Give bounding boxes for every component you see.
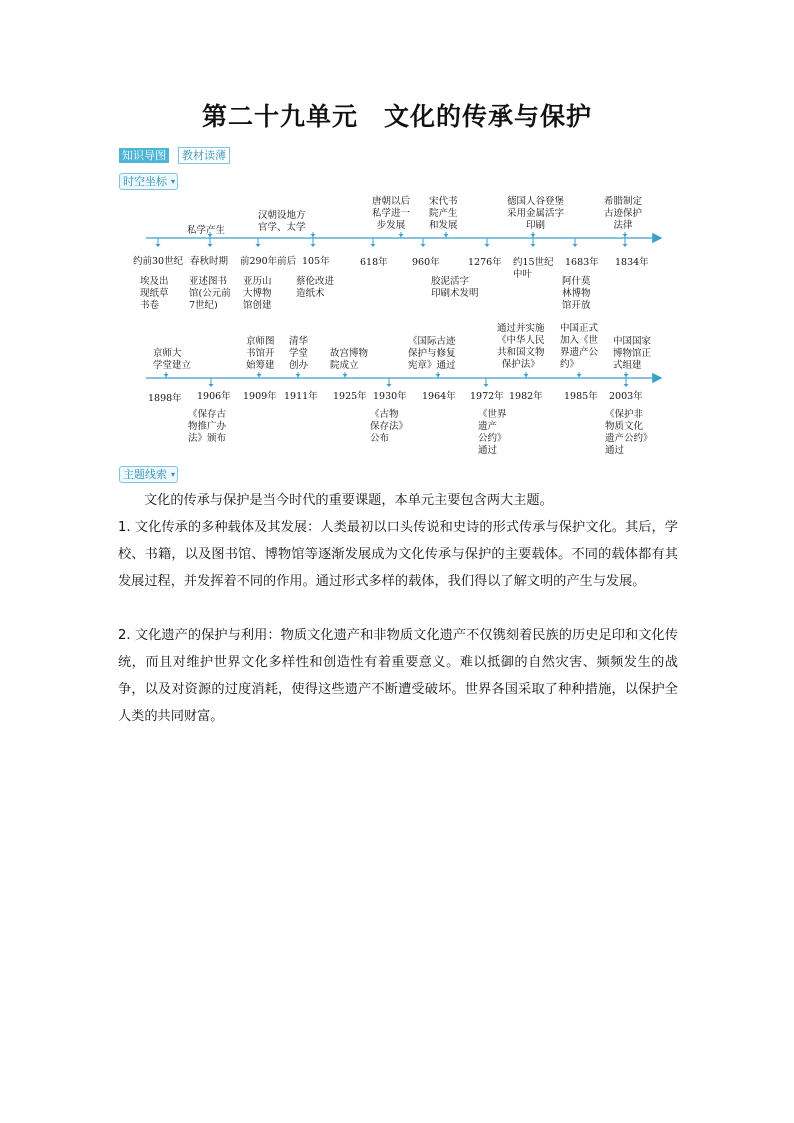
timeline-tick-arrow: [399, 234, 404, 237]
year-label: 1906年: [197, 391, 231, 402]
timeline-tick-arrow: [343, 374, 348, 377]
year-label: 960年: [412, 257, 440, 268]
timeline-tick-arrow: [623, 234, 628, 237]
year-label: 1925年: [333, 391, 367, 402]
event-antiquities-measures: 《保存古 物推广办 法》颁布: [188, 409, 227, 444]
timeline-tick-arrow: [371, 244, 376, 247]
textbook-reading-tag: 教材读薄: [178, 147, 230, 164]
timeline-tick-arrow: [257, 374, 262, 377]
event-movable-type: 胶泥活字 印刷术发明: [431, 276, 479, 299]
event-tang-private-school: 唐朝以后 私学进一 步发展: [372, 196, 411, 231]
event-capital-library: 京师图 书馆开 始筹建: [246, 336, 275, 371]
event-world-heritage-convention: 《世界 遗产 公约》 通过: [478, 409, 507, 456]
timeline-tick-arrow: [573, 244, 578, 247]
event-alexandria-museum: 亚历山 大博物 馆创建: [243, 276, 272, 311]
knowledge-map-tag: 知识导图: [119, 148, 169, 163]
event-national-museum: 中国国家 博物馆正 式组建: [613, 336, 652, 371]
theme-paragraph-2: 2. 文化遗产的保护与利用：物质文化遗产和非物质文化遗产不仅镌刻着民族的历史足印和文化传统，而且对维护世界文化多样性和创造性有着重要意义。难以抵御的自然灾害、频频发生的战争，以及对资源的过度消耗，使得这些遗产不断遭受破坏。世界各国采取了种种措施，以保护全人类的共同财富。: [118, 628, 678, 724]
year-label: 1930年: [373, 391, 407, 402]
timeline-tick-arrow: [484, 384, 489, 387]
event-han-schools: 汉朝设地方 官学、太学: [258, 210, 306, 233]
intro-paragraph: 文化的传承与保护是当今时代的重要课题，本单元主要包含两大主题。: [144, 493, 553, 508]
timeline-tick-arrow: [444, 234, 449, 237]
timeline-tick-arrow: [256, 244, 261, 247]
year-label: 约前30世纪: [133, 256, 184, 267]
timeline-tick-arrow: [208, 244, 213, 247]
event-tsinghua: 清华 学堂 创办: [289, 336, 309, 371]
timeline-tick-arrow: [624, 374, 629, 377]
event-antiquities-law: 《古物 保存法》 公布: [370, 409, 409, 444]
event-intangible-convention: 《保护非 物质文化 遗产公约》 通过: [605, 409, 653, 456]
timeline-tick-arrow: [156, 244, 161, 247]
year-label: 618年: [360, 257, 388, 268]
timeline-section-tag: 时空坐标 ▾: [119, 173, 178, 190]
year-label: 前290年前后: [240, 256, 297, 267]
event-peking-university: 京师大 学堂建立: [153, 348, 192, 371]
year-label: 1834年: [615, 257, 649, 268]
event-papyrus: 埃及出 现纸草 书卷: [140, 276, 169, 311]
year-label: 春秋时期: [190, 256, 229, 267]
timeline-tick-arrow: [311, 234, 316, 237]
timeline-tick-arrow: [387, 384, 392, 387]
year-label: 1909年: [243, 391, 277, 402]
year-label: 1985年: [564, 391, 598, 402]
year-label: 1972年: [470, 391, 504, 402]
event-greece-law: 希腊制定 古迹保护 法律: [604, 196, 643, 231]
timeline-tick-arrow: [164, 374, 169, 377]
event-cultural-relics-law: 通过并实施 《中华人民 共和国文物 保护法》: [497, 323, 545, 370]
event-venice-charter: 《国际古迹 保护与修复 宪章》通过: [408, 336, 456, 371]
year-label: 1911年: [284, 391, 318, 402]
timeline-tick-arrow: [623, 244, 628, 247]
timeline-tick-arrow: [485, 244, 490, 247]
event-cai-lun-paper: 蔡伦改进 造纸术: [296, 276, 335, 299]
event-song-academies: 宋代书 院产生 和发展: [429, 196, 458, 231]
year-label: 1964年: [422, 391, 456, 402]
event-palace-museum: 故宫博物 院成立: [330, 348, 369, 371]
timeline-tick-arrow: [209, 384, 214, 387]
timeline-tick-arrow: [531, 244, 536, 247]
timeline-tick-arrow: [524, 374, 529, 377]
year-label: 1982年: [509, 391, 543, 402]
timeline-tick-arrow: [421, 244, 426, 247]
page-title: 第二十九单元 文化的传承与保护: [201, 102, 592, 131]
timeline-tick-arrow: [311, 244, 316, 247]
year-label: 1898年: [148, 393, 182, 404]
dropdown-arrow-icon: ▾: [170, 470, 175, 479]
theme-paragraph-1: 1. 文化传承的多种载体及其发展：人类最初以口头传说和史诗的形式传承与保护文化。其后，学校、书籍，以及图书馆、博物馆等逐渐发展成为文化传承与保护的主要载体。不同的载体都有其发展过程，并发挥着不同的作用。通过形式多样的载体，我们得以了解文明的产生与发展。: [118, 520, 678, 589]
year-label: 1683年: [565, 257, 599, 268]
year-label: 105年: [302, 256, 330, 267]
theme-section-tag: 主题线索 ▾: [119, 466, 178, 483]
event-assyrian-library: 亚述图书 馆(公元前 7世纪): [189, 276, 231, 311]
event-join-heritage-convention: 中国正式 加入《世 界遗产公 约》: [560, 323, 599, 370]
timeline-tick-arrow: [531, 234, 536, 237]
year-label: 1276年: [468, 257, 502, 268]
event-private-school: 私学产生: [187, 225, 226, 236]
year-label: 2003年: [609, 391, 643, 402]
timeline-tick-arrow: [577, 374, 582, 377]
event-gutenberg: 德国人谷登堡 采用金属活字 印刷: [507, 196, 565, 231]
timeline-tick-arrow: [624, 384, 629, 387]
dropdown-arrow-icon: ▾: [170, 177, 175, 186]
timeline-tick-arrow: [436, 374, 441, 377]
event-ashmolean: 阿什莫 林博物 馆开放: [562, 276, 591, 311]
year-label: 约15世纪 中叶: [513, 257, 554, 280]
timeline-tick-arrow: [296, 374, 301, 377]
